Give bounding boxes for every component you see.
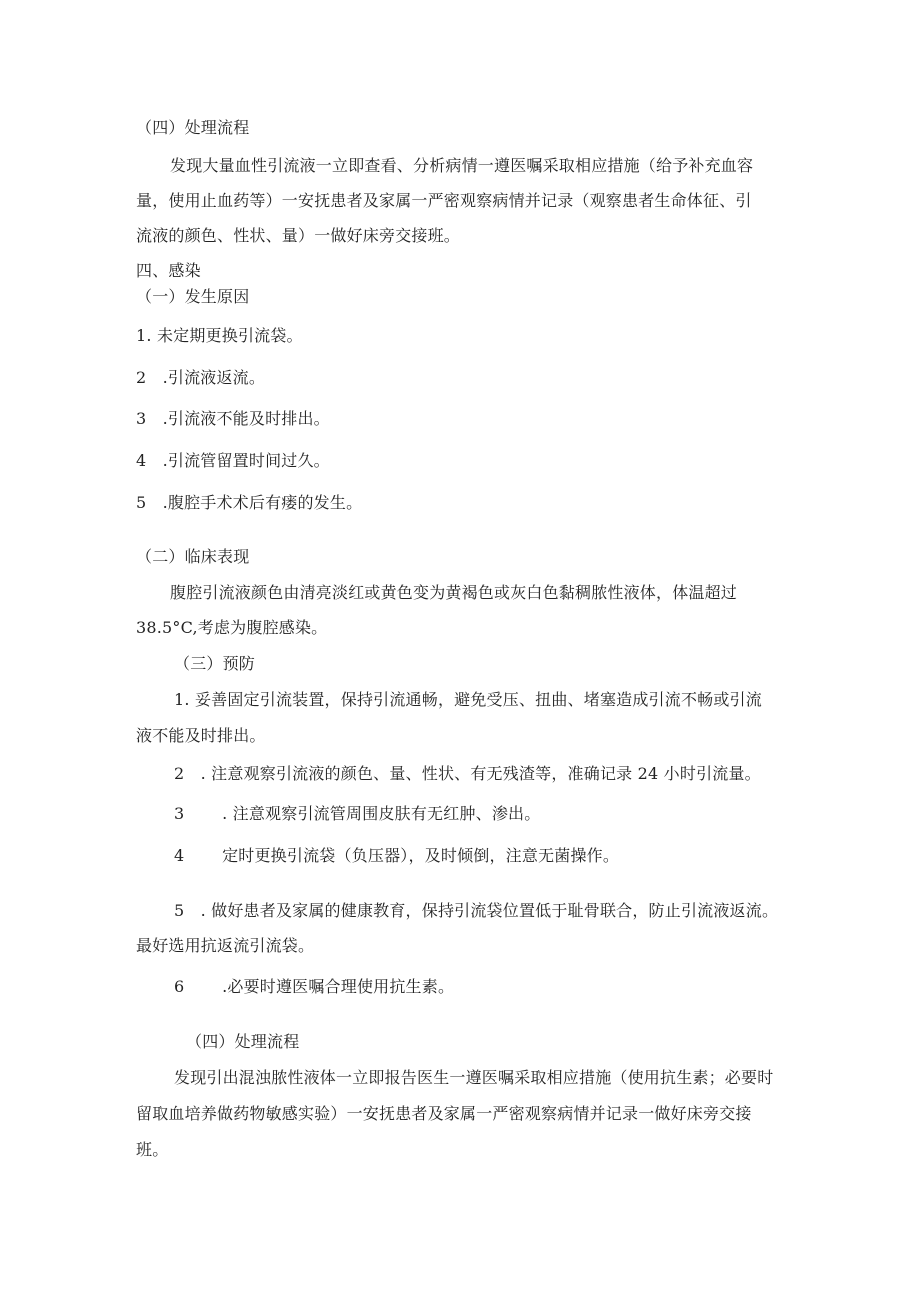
list-item: 3 .引流液不能及时排出。 xyxy=(136,409,330,428)
list-item: 5 . 做好患者及家属的健康教育，保持引流袋位置低于耻骨联合，防止引流液返流。 xyxy=(174,901,779,920)
paragraph-line: 量，使用止血药等）一安抚患者及家属一严密观察病情并记录（观察患者生命体征、引 xyxy=(136,191,752,210)
prevention-heading: （三）预防 xyxy=(174,654,256,673)
paragraph-line: 班。 xyxy=(136,1140,169,1159)
paragraph-line: 发现大量血性引流液一立即查看、分析病情一遵医嘱采取相应措施（给予补充血容 xyxy=(170,156,754,175)
list-item: 1. 妥善固定引流装置，保持引流通畅，避免受压、扭曲、堵塞造成引流不畅或引流 xyxy=(174,690,762,709)
paragraph-line: 发现引出混浊脓性液体一立即报告医生一遵医嘱采取相应措施（使用抗生素；必要时 xyxy=(174,1068,774,1087)
list-item: 2 .引流液返流。 xyxy=(136,368,266,387)
clinical-heading: （二）临床表现 xyxy=(136,547,250,566)
paragraph-line: 留取血培养做药物敏感实验）一安抚患者及家属一严密观察病情并记录一做好床旁交接 xyxy=(136,1104,752,1123)
infection-process-heading: （四）处理流程 xyxy=(186,1032,300,1051)
section-heading-process: （四）处理流程 xyxy=(136,118,250,137)
list-item-continuation: 液不能及时排出。 xyxy=(136,726,266,745)
list-item: 1. 未定期更换引流袋。 xyxy=(136,326,303,345)
list-item: 4 定时更换引流袋（负压器），及时倾倒，注意无菌操作。 xyxy=(174,846,620,865)
list-item: 6 .必要时遵医嘱合理使用抗生素。 xyxy=(174,977,455,996)
list-item-continuation: 最好选用抗返流引流袋。 xyxy=(136,936,315,955)
list-item: 4 .引流管留置时间过久。 xyxy=(136,451,330,470)
infection-heading: 四、感染 xyxy=(136,261,201,280)
paragraph-line: 腹腔引流液颜色由清亮淡红或黄色变为黄褐色或灰白色黏稠脓性液体，体温超过 xyxy=(170,583,738,602)
list-item: 2 . 注意观察引流液的颜色、量、性状、有无残渣等，准确记录 24 小时引流量。 xyxy=(174,764,761,783)
list-item: 5 .腹腔手术术后有瘘的发生。 xyxy=(136,493,363,512)
paragraph-line: 38.5°C,考虑为腹腔感染。 xyxy=(136,618,328,637)
paragraph-line: 流液的颜色、性状、量）一做好床旁交接班。 xyxy=(136,226,461,245)
list-item: 3 . 注意观察引流管周围皮肤有无红肿、渗出。 xyxy=(174,804,541,823)
causes-heading: （一）发生原因 xyxy=(136,287,250,306)
